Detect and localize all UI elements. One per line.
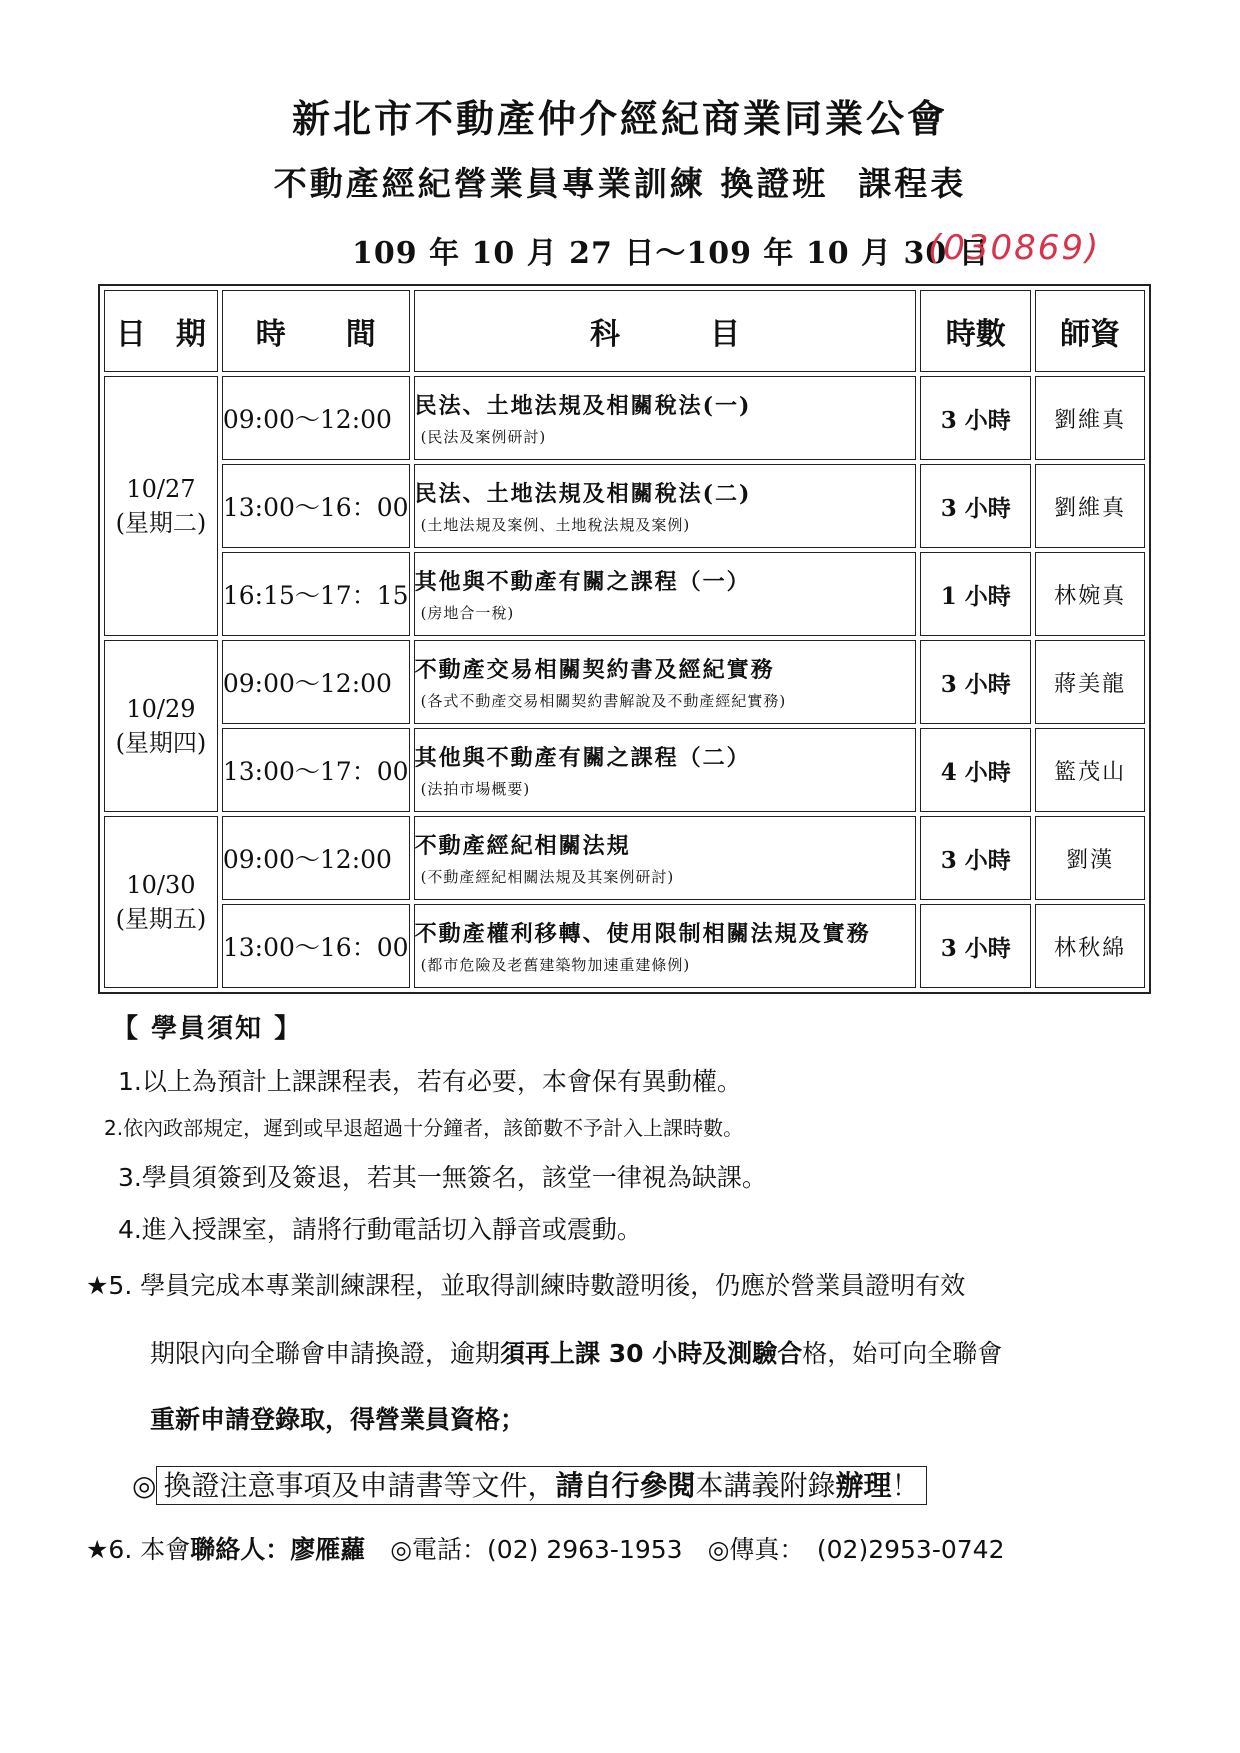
renewal-text-b: 請自行參閱 bbox=[555, 1469, 696, 1502]
header-date: 日 期 bbox=[104, 290, 218, 372]
course-title-schedule: 課程表 bbox=[858, 164, 967, 203]
schedule-table bbox=[98, 284, 1151, 994]
date-range: 109 年 10 月 27 日～109 年 10 月 30 日 bbox=[352, 236, 990, 271]
subject-title: 民法、土地法規及相關稅法(二) bbox=[414, 481, 752, 507]
time-cell: 09:00～12:00 bbox=[222, 640, 410, 724]
org-title: 新北市不動產仲介經紀商業同業公會 bbox=[291, 96, 948, 141]
contact-prefix: ★6. 本會 bbox=[86, 1535, 191, 1564]
hours-cell: 3 小時 bbox=[920, 376, 1031, 460]
table-row bbox=[104, 816, 1145, 900]
note-3: 3.學員須簽到及簽退，若其一無簽名，該堂一律視為缺課。 bbox=[118, 1163, 767, 1192]
subject-title: 不動產權利移轉、使用限制相關法規及實務 bbox=[414, 921, 871, 947]
circle-bullet: ◎ bbox=[132, 1469, 157, 1502]
note-5-line-1: ★5. 學員完成本專業訓練課程，並取得訓練時數證明後，仍應於營業員證明有效 bbox=[86, 1271, 966, 1300]
course-title bbox=[0, 158, 1240, 205]
note-6-contact bbox=[86, 1530, 1004, 1566]
subject-title: 不動產經紀相關法規 bbox=[414, 833, 631, 859]
date-value: 10/27 bbox=[126, 475, 196, 503]
teacher-cell: 蔣美龍 bbox=[1035, 640, 1145, 724]
note-5-line-2 bbox=[150, 1334, 1002, 1370]
table-header-row bbox=[104, 290, 1145, 372]
subject-detail: (都市危險及老舊建築物加速重建條例) bbox=[420, 956, 691, 974]
note-5-text-end: 格，始可向全聯會 bbox=[802, 1339, 1003, 1368]
weekday-value: (星期五) bbox=[115, 905, 207, 933]
teacher-cell: 劉維真 bbox=[1035, 376, 1145, 460]
renewal-text-a: 換證注意事項及申請書等文件， bbox=[163, 1469, 556, 1502]
contact-person: 聯絡人：廖雁蘿 bbox=[190, 1535, 366, 1564]
hours-cell: 3 小時 bbox=[920, 464, 1031, 548]
teacher-cell: 劉維真 bbox=[1035, 464, 1145, 548]
note-2: 2.依內政部規定，遲到或早退超過十分鐘者，該節數不予計入上課時數。 bbox=[104, 1116, 744, 1140]
teacher-cell: 林婉真 bbox=[1035, 552, 1145, 636]
notes-heading: 【 學員須知 】 bbox=[112, 1014, 303, 1044]
table-row bbox=[104, 552, 1145, 636]
note-5-line-3: 重新申請登錄取，得營業員資格； bbox=[150, 1405, 526, 1434]
time-cell: 09:00～12:00 bbox=[222, 816, 410, 900]
subject-cell bbox=[414, 376, 917, 460]
header-teacher: 師資 bbox=[1035, 290, 1145, 372]
subject-title: 其他與不動產有關之課程（一） bbox=[414, 569, 751, 595]
subject-detail: (房地合一稅) bbox=[420, 604, 515, 622]
subject-cell bbox=[414, 552, 917, 636]
subject-detail: (各式不動產交易相關契約書解說及不動產經紀實務) bbox=[420, 692, 787, 710]
time-cell: 09:00～12:00 bbox=[222, 376, 410, 460]
teacher-cell: 林秋綿 bbox=[1035, 904, 1145, 988]
date-cell bbox=[104, 376, 218, 636]
course-title-main: 不動產經紀營業員專業訓練 換證班 bbox=[273, 164, 829, 203]
renewal-notice-box bbox=[156, 1466, 926, 1505]
hours-cell: 4 小時 bbox=[920, 728, 1031, 812]
date-cell bbox=[104, 640, 218, 812]
hours-cell: 3 小時 bbox=[920, 816, 1031, 900]
subject-title: 不動產交易相關契約書及經紀實務 bbox=[414, 657, 775, 683]
time-cell: 13:00～16：00 bbox=[222, 464, 410, 548]
table-row bbox=[104, 728, 1145, 812]
note-4: 4.進入授課室，請將行動電話切入靜音或震動。 bbox=[118, 1215, 642, 1244]
hours-cell: 3 小時 bbox=[920, 904, 1031, 988]
table-row bbox=[104, 376, 1145, 460]
subject-cell bbox=[414, 904, 917, 988]
note-5-text: 期限內向全聯會申請換證，逾期 bbox=[150, 1339, 501, 1368]
teacher-cell: 劉漢 bbox=[1035, 816, 1145, 900]
table-row bbox=[104, 464, 1145, 548]
subject-detail: (不動產經紀相關法規及其案例研討) bbox=[420, 868, 675, 886]
subject-title: 其他與不動產有關之課程（二） bbox=[414, 745, 751, 771]
weekday-value: (星期二) bbox=[115, 509, 207, 537]
hours-cell: 3 小時 bbox=[920, 640, 1031, 724]
time-cell: 13:00～17：00 bbox=[222, 728, 410, 812]
date-value: 10/29 bbox=[126, 695, 196, 723]
renewal-text-e: ！ bbox=[891, 1469, 920, 1502]
note-1: 1.以上為預計上課課程表，若有必要，本會保有異動權。 bbox=[118, 1067, 742, 1096]
hours-cell: 1 小時 bbox=[920, 552, 1031, 636]
time-cell: 13:00～16：00 bbox=[222, 904, 410, 988]
header-hours: 時數 bbox=[920, 290, 1031, 372]
renewal-notice bbox=[132, 1464, 927, 1504]
weekday-value: (星期四) bbox=[115, 729, 207, 757]
subject-cell bbox=[414, 464, 917, 548]
note-5-emphasis: 須再上課 30 小時及測驗合 bbox=[500, 1339, 803, 1368]
contact-phone-fax: ◎電話：(02) 2963-1953 ◎傳真： (02)2953-0742 bbox=[365, 1535, 1005, 1564]
subject-cell bbox=[414, 640, 917, 724]
subject-detail: (民法及案例研討) bbox=[420, 428, 547, 446]
header-time: 時 間 bbox=[222, 290, 410, 372]
renewal-text-c: 本講義附錄 bbox=[695, 1469, 836, 1502]
teacher-cell: 籃茂山 bbox=[1035, 728, 1145, 812]
renewal-text-d: 辦理 bbox=[835, 1469, 892, 1502]
table-row bbox=[104, 904, 1145, 988]
subject-cell bbox=[414, 728, 917, 812]
date-value: 10/30 bbox=[126, 871, 196, 899]
subject-detail: (法拍市場概要) bbox=[420, 780, 531, 798]
handwritten-serial: (030869) bbox=[928, 228, 1101, 268]
header-subject: 科 目 bbox=[414, 290, 917, 372]
subject-cell bbox=[414, 816, 917, 900]
subject-detail: (土地法規及案例、土地稅法規及案例) bbox=[420, 516, 691, 534]
subject-title: 民法、土地法規及相關稅法(一) bbox=[414, 393, 752, 419]
time-cell: 16:15～17：15 bbox=[222, 552, 410, 636]
date-cell bbox=[104, 816, 218, 988]
table-row bbox=[104, 640, 1145, 724]
